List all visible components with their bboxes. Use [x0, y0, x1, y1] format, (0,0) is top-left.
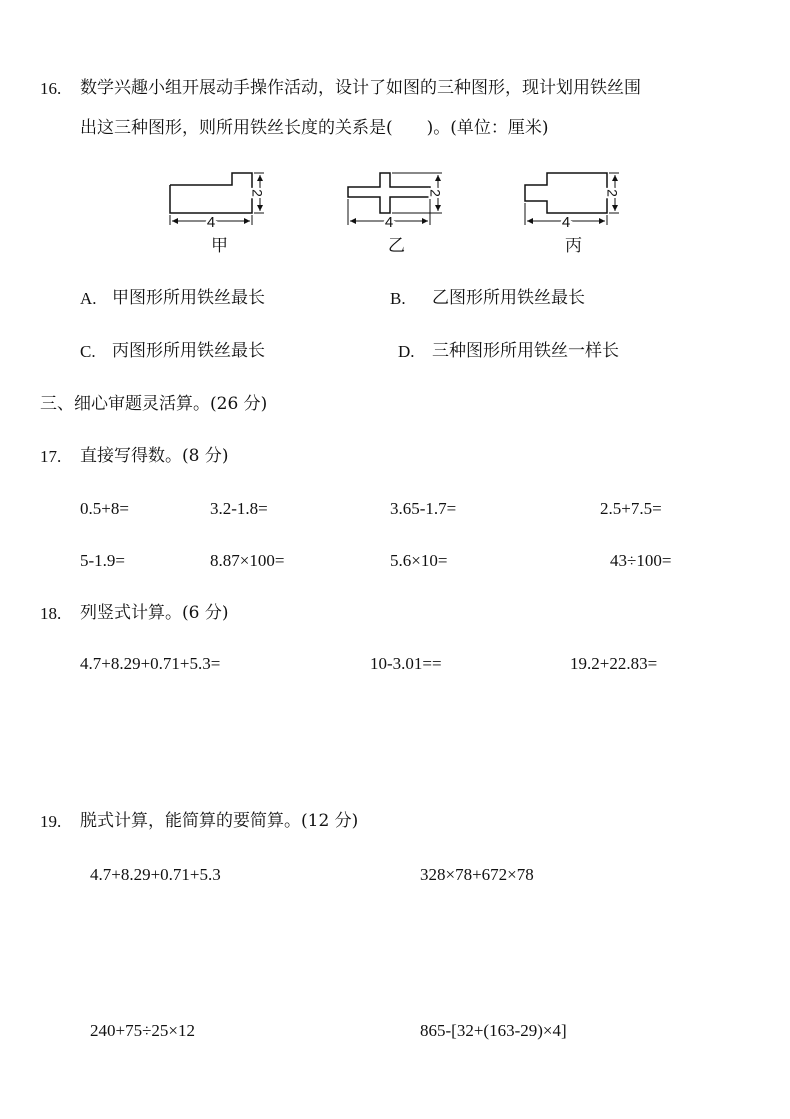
- q16-number: 16.: [40, 79, 62, 98]
- figure-yi-height-label: 2: [427, 189, 444, 197]
- figure-yi: [338, 165, 458, 235]
- option-c-text: 丙图形所用铁丝最长: [112, 341, 265, 361]
- q16-text-line1: 数学兴趣小组开展动手操作活动，设计了如图的三种图形，现计划用铁丝围: [80, 78, 641, 98]
- q17-item-6: 8.87×100=: [210, 551, 285, 570]
- option-d-text: 三种图形所用铁丝一样长: [432, 341, 619, 361]
- q18-item-2: 10-3.01==: [370, 654, 442, 673]
- figure-bing: [515, 165, 635, 235]
- figure-yi-caption: 乙: [388, 236, 405, 256]
- section-3-heading: 三、细心审题灵活算。(26 分): [40, 394, 268, 414]
- q19-item-1: 4.7+8.29+0.71+5.3: [90, 865, 221, 884]
- option-c-letter: C.: [80, 342, 96, 361]
- figure-yi-outline: [348, 173, 430, 213]
- q18-title: 列竖式计算。(6 分): [80, 603, 229, 623]
- q19-item-2: 328×78+672×78: [420, 865, 534, 884]
- q19-title: 脱式计算，能简算的要简算。(12 分): [80, 811, 359, 831]
- q19-item-4: 865-[32+(163-29)×4]: [420, 1021, 567, 1040]
- q17-item-8: 43÷100=: [610, 551, 672, 570]
- q17-item-7: 5.6×10=: [390, 551, 448, 570]
- figure-bing-caption: 丙: [565, 236, 582, 256]
- q17-title: 直接写得数。(8 分): [80, 446, 229, 466]
- option-b-text: 乙图形所用铁丝最长: [432, 288, 585, 308]
- q18-item-3: 19.2+22.83=: [570, 654, 658, 673]
- q19-number: 19.: [40, 812, 62, 831]
- figure-jia-width-label: 4: [206, 214, 216, 231]
- option-a-letter: A.: [80, 289, 97, 308]
- q17-item-3: 3.65-1.7=: [390, 499, 457, 518]
- figure-bing-height-label: 2: [604, 189, 621, 197]
- q19-item-3: 240+75÷25×12: [90, 1021, 196, 1040]
- option-b-letter: B.: [390, 289, 406, 308]
- figure-jia: [160, 165, 280, 235]
- figure-jia-outline: [170, 173, 252, 213]
- q16-text-line2: 出这三种图形，则所用铁丝长度的关系是( )。(单位：厘米): [80, 118, 549, 138]
- q17-item-5: 5-1.9=: [80, 551, 125, 570]
- figure-bing-outline: [525, 173, 607, 213]
- q17-item-2: 3.2-1.8=: [210, 499, 268, 518]
- figure-bing-width-label: 4: [561, 214, 571, 231]
- figure-jia-height-label: 2: [249, 189, 266, 197]
- option-d-letter: D.: [398, 342, 415, 361]
- q17-number: 17.: [40, 447, 62, 466]
- q17-item-1: 0.5+8=: [80, 499, 129, 518]
- q18-item-1: 4.7+8.29+0.71+5.3=: [80, 654, 221, 673]
- option-a-text: 甲图形所用铁丝最长: [112, 288, 265, 308]
- q17-item-4: 2.5+7.5=: [600, 499, 662, 518]
- figure-yi-width-label: 4: [384, 214, 394, 231]
- q18-number: 18.: [40, 604, 62, 623]
- figure-jia-caption: 甲: [211, 236, 228, 256]
